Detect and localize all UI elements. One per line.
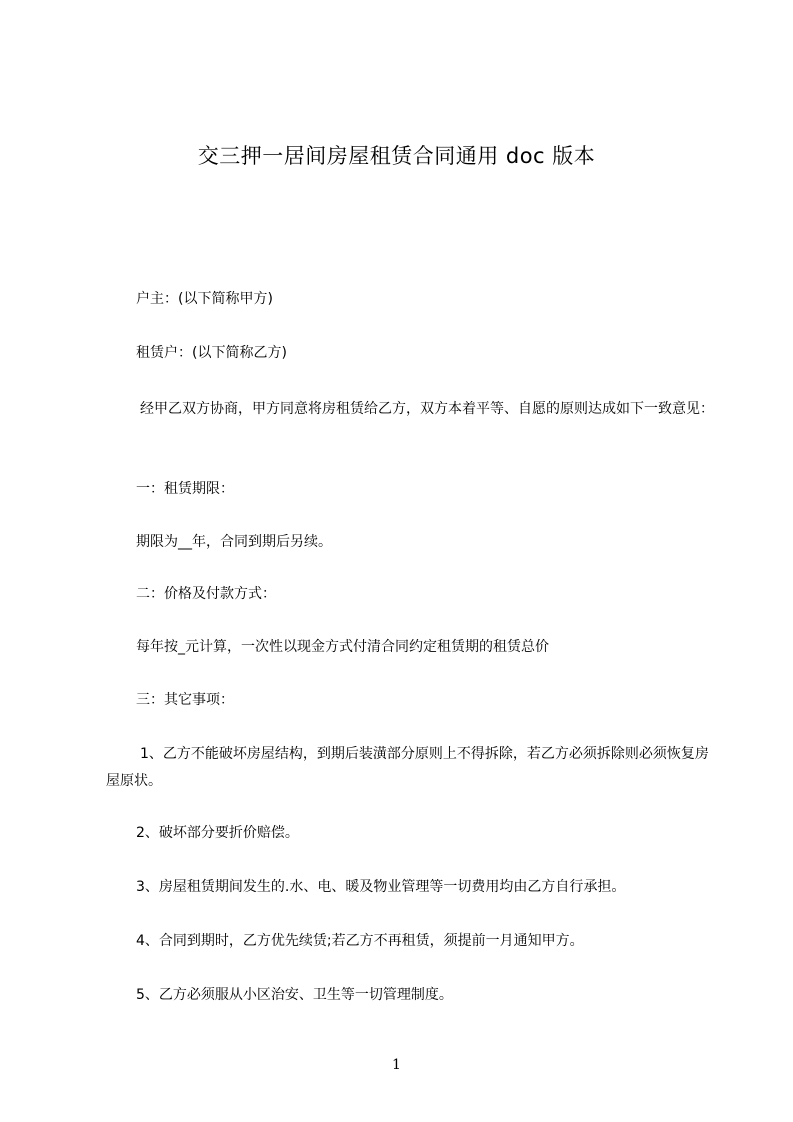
section-heading-other-matters: 三：其它事项： [136,692,234,708]
paragraph-item-4: 4、合同到期时，乙方优先续赁;若乙方不再租赁，须提前一月通知甲方。 [136,933,584,949]
paragraph-lease-term: 期限为__年，合同到期后另续。 [136,534,332,550]
paragraph-agreement: 经甲乙双方协商，甲方同意将房租赁给乙方，双方本着平等、自愿的原则达成如下一致意见： [140,401,714,417]
paragraph-item-3: 3、房屋租赁期间发生的.水、电、暖及物业管理等一切费用均由乙方自行承担。 [136,879,626,895]
document-title: 交三押一居间房屋租赁合同通用 doc 版本 [197,144,596,168]
paragraph-item-5: 5、乙方必须服从小区治安、卫生等一切管理制度。 [136,987,453,1003]
paragraph-payment: 每年按_元计算，一次性以现金方式付清合同约定租赁期的租赁总价 [136,639,549,655]
paragraph-item-2: 2、破坏部分要折价赔偿。 [136,825,299,841]
paragraph-item-1: 1、乙方不能破坏房屋结构，到期后装潢部分原则上不得拆除，若乙方必须拆除则必须恢复房屋原状。 [106,746,709,789]
paragraph-landlord: 户主：(以下简称甲方) [136,291,273,307]
page-number: 1 [392,1057,401,1073]
paragraph-tenant: 租赁户：(以下简称乙方) [136,345,287,361]
section-heading-payment: 二：价格及付款方式： [136,586,276,602]
section-heading-lease-term: 一：租赁期限： [136,481,234,497]
